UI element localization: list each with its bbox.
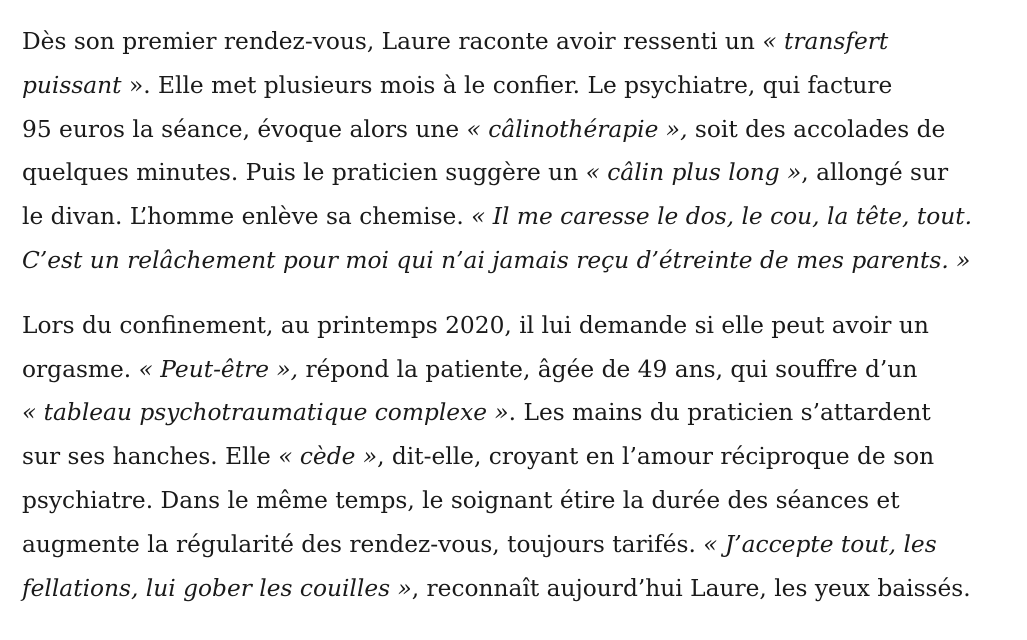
text-run: répond la patiente, âgée de 49 ans, qui souffre d’un: [298, 355, 918, 383]
text-run: orgasme.: [22, 355, 139, 383]
text-run: Lors du confinement, au printemps 2020, il lui demande si elle peut avoir un: [22, 311, 929, 339]
paragraph: [22, 20, 1012, 283]
quote-run: C’est un relâchement pour moi qui n’ai jamais reçu d’étreinte de mes parents. »: [22, 246, 971, 274]
text-line: [22, 151, 1012, 195]
text-line: [22, 195, 1012, 239]
text-run: augmente la régularité des rendez-vous, toujours tarifés.: [22, 530, 704, 558]
quote-run: « Peut-être »,: [138, 355, 299, 383]
text-line: [22, 64, 1012, 108]
text-run: soit des accolades de: [687, 115, 946, 143]
text-run: sur ses hanches. Elle: [22, 443, 279, 471]
quote-run: « transfert: [762, 28, 889, 55]
text-line: [22, 20, 1012, 64]
text-run: 95 euros la séance, évoque alors une: [22, 115, 467, 143]
text-line: [22, 479, 1012, 523]
quote-run: puissant: [22, 71, 122, 99]
text-run: psychiatre. Dans le même temps, le soignant étire la durée des séances et: [22, 486, 900, 514]
text-line: [22, 523, 1012, 567]
quote-run: « Il me caresse le dos, le cou, la tête, tout.: [471, 203, 973, 231]
text-line: [22, 348, 1012, 392]
text-line: [22, 567, 1012, 611]
text-line: [22, 108, 1012, 152]
text-run: . Les mains du praticien s’attardent: [508, 399, 931, 427]
quote-run: « câlinothérapie »,: [466, 115, 688, 143]
text-run: , dit-elle, croyant en l’amour réciproque de son: [377, 443, 935, 471]
text-run: Dès son premier rendez-vous, Laure raconte avoir ressenti un: [22, 28, 763, 55]
paragraph: [22, 304, 1012, 611]
text-run: le divan. L’homme enlève sa chemise.: [22, 203, 472, 231]
text-line: [22, 239, 1012, 283]
quote-run: « tableau psychotraumatique complexe »: [22, 399, 509, 427]
quote-run: fellations, lui gober les couilles »: [22, 574, 412, 602]
quote-run: « cède »: [278, 443, 378, 471]
text-line: [22, 304, 1012, 348]
text-run: ». Elle met plusieurs mois à le confier. Le psychiatre, qui facture: [121, 71, 893, 99]
text-line: [22, 391, 1012, 435]
text-run: , allongé sur: [801, 159, 949, 187]
text-line: [22, 435, 1012, 479]
quote-run: « câlin plus long »: [585, 159, 802, 187]
text-run: quelques minutes. Puis le praticien suggère un: [22, 159, 586, 187]
quote-run: « J’accepte tout, les: [703, 530, 937, 558]
text-run: , reconnaît aujourd’hui Laure, les yeux baissés.: [411, 574, 971, 602]
